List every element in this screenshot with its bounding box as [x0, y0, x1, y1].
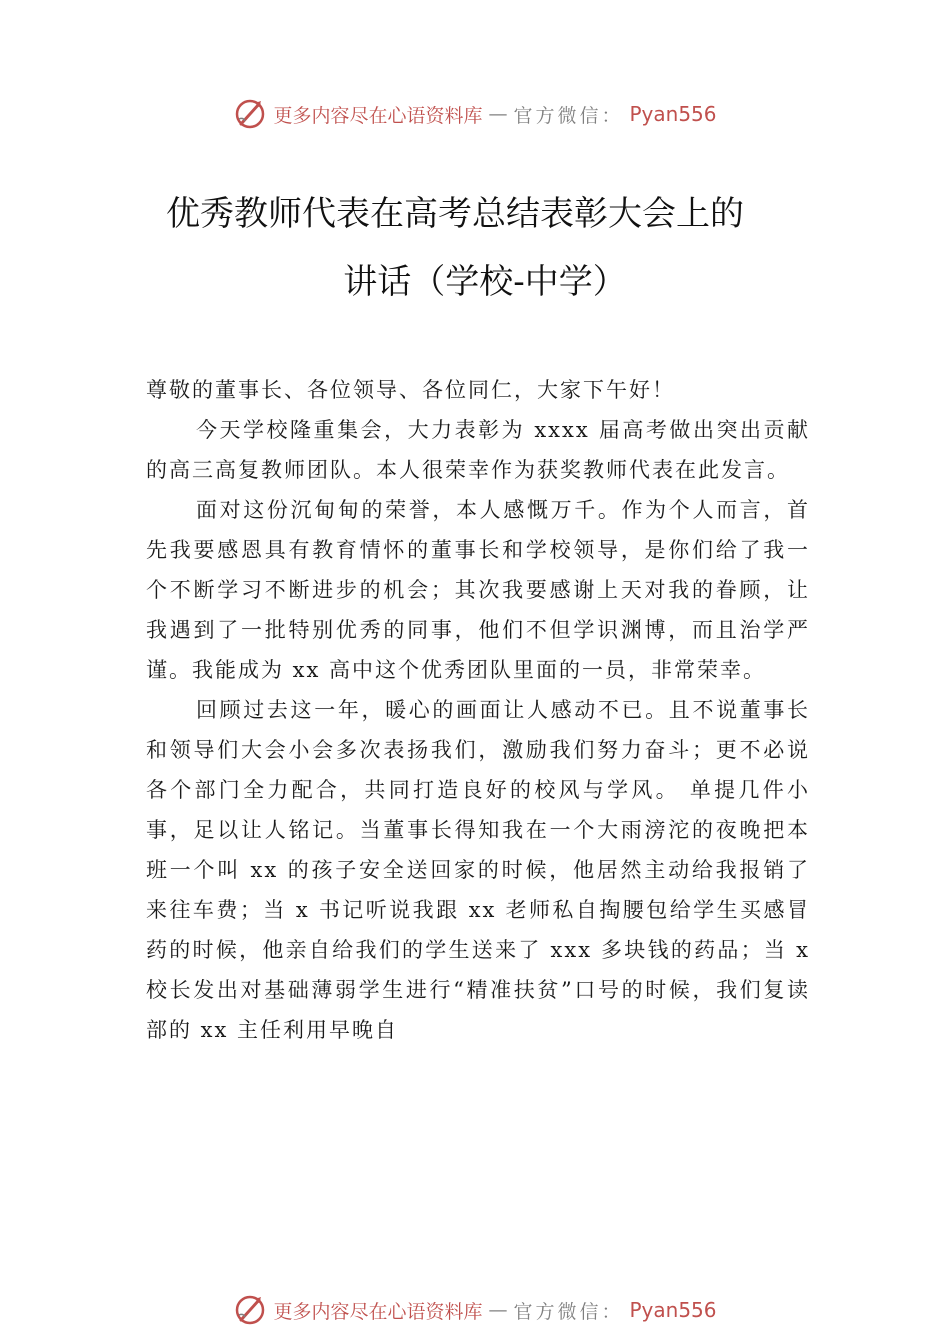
pen-logo-icon	[233, 1293, 267, 1327]
document-title-line-1: 优秀教师代表在高考总结表彰大会上的	[166, 194, 744, 234]
paragraph-2: 面对这份沉甸甸的荣誉，本人感慨万千。作为个人而言，首先我要感恩具有教育情怀的董事长和学校领导，是你们给了我一个不断学习不断进步的机会；其次我要感谢上天对我的眷顾，让我遇到了一批特别优秀的同事，他们不但学识渊博，而且治学严谨。我能成为 xx 高中这个优秀团队里面的一员，非常荣幸。	[146, 498, 810, 682]
footer-wechat-id: Pyan556	[629, 1298, 717, 1322]
footer-wechat-label: 官方微信：	[513, 1300, 624, 1323]
header-wechat-id: Pyan556	[629, 102, 717, 126]
paragraph-3: 回顾过去这一年，暖心的画面让人感动不已。且不说董事长和领导们大会小会多次表扬我们，激励我们努力奋斗；更不必说各个部门全力配合，共同打造良好的校风与学风。 单提几件小事，足以让人铭记。当董事长得知我在一个大雨滂沱的夜晚把本班一个叫 xx 的孩子安全送回家的时候，他居然主动给我报销了来往车费；当 x 书记听说我跟 xx 老师私自掏腰包给学生买感冒药的时候，他亲自给我们的学生送来了 xxx 多块钱的药品；当 x 校长发出对基础薄弱学生进行“精准扶贫”口号的时候，我们复读部的 xx 主任利用早晚自	[146, 698, 810, 1042]
footer-dash: —	[488, 1299, 508, 1321]
document-title-line-2: 讲话（学校-中学）	[343, 262, 627, 302]
header-banner	[0, 94, 950, 134]
header-brand-text: 更多内容尽在心语资料库	[273, 104, 483, 127]
header-dash: —	[488, 103, 508, 125]
pen-logo-icon	[233, 97, 267, 131]
paragraph-1: 今天学校隆重集会，大力表彰为 xxxx 届高考做出突出贡献的高三高复教师团队。本人很荣幸作为获奖教师代表在此发言。	[146, 418, 810, 482]
speech-body	[146, 370, 810, 1050]
footer-brand-text: 更多内容尽在心语资料库	[273, 1300, 483, 1323]
header-wechat-label: 官方微信：	[513, 104, 624, 127]
salutation: 尊敬的董事长、各位领导、各位同仁，大家下午好！	[146, 378, 675, 402]
footer-banner	[0, 1290, 950, 1330]
